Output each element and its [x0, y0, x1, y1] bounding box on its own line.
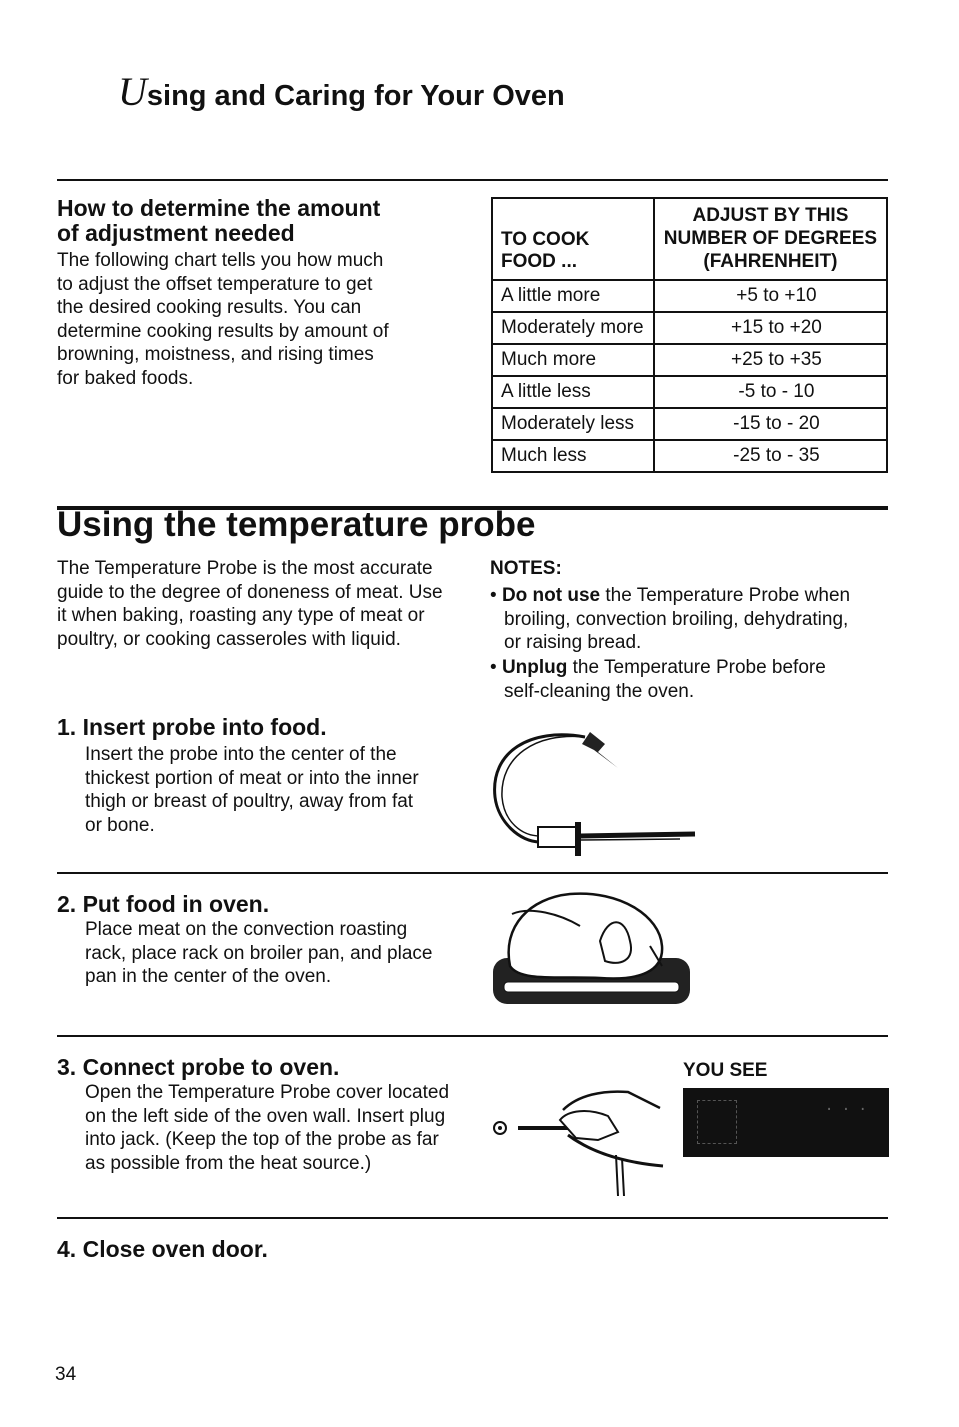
table-row [492, 344, 887, 376]
note-text: self-cleaning the oven. [504, 680, 695, 702]
step-2-title [57, 891, 269, 918]
probe-intro [57, 557, 443, 651]
paragraph-line: browning, moistness, and rising times [57, 344, 374, 365]
probe-plug-hand-icon [488, 1080, 673, 1198]
degrees-cell: +25 to +35 [654, 344, 887, 376]
oven-display [683, 1088, 889, 1157]
col-header-line: ADJUST BY THIS [692, 205, 849, 226]
bullet-icon: • [490, 585, 497, 606]
note-item [490, 656, 826, 703]
paragraph-line: guide to the degree of doneness of meat. Use [57, 581, 443, 603]
step-divider [57, 872, 888, 874]
notes-label: NOTES: [490, 558, 562, 579]
step-line: thigh or breast of poultry, away from fat [85, 791, 414, 812]
page-header-title [118, 68, 565, 115]
step-line: as possible from the heat source.) [85, 1152, 372, 1174]
step-number: 2. [57, 891, 77, 917]
step-3-title [57, 1054, 339, 1081]
display-segment [697, 1100, 737, 1144]
header-initial: U [118, 69, 147, 114]
food-cell: A little more [492, 280, 654, 312]
step-line: or bone. [85, 814, 155, 836]
step-number: 4. [57, 1236, 77, 1262]
step-line: thickest portion of meat or into the inner [85, 767, 419, 789]
degrees-cell: +15 to +20 [654, 312, 887, 344]
food-cell: Moderately less [492, 408, 654, 440]
adjustment-paragraph [57, 249, 389, 390]
adjustment-heading-line: of adjustment needed [57, 220, 295, 246]
paragraph-line: to adjust the offset temperature to get [57, 273, 373, 295]
paragraph-line: poultry, or cooking casseroles with liquid. [57, 628, 401, 650]
top-divider [57, 179, 888, 181]
food-cell: Much more [492, 344, 654, 376]
table-row [492, 376, 887, 408]
col-header-degrees [654, 198, 887, 280]
note-bold: Unplug [501, 657, 568, 678]
paragraph-line: it when baking, roasting any type of meat or [57, 605, 425, 626]
note-text: or raising bread. [504, 632, 642, 653]
step-title-text: Close oven door. [82, 1236, 268, 1262]
step-title-text: Put food in oven. [82, 891, 270, 917]
header-title-rest: sing and Caring for Your Oven [146, 80, 565, 112]
table-row [492, 312, 887, 344]
note-text: the Temperature Probe before [567, 657, 826, 678]
col-header-food [492, 198, 654, 280]
adjustment-table [491, 197, 888, 473]
bullet-icon: • [490, 657, 497, 678]
note-item [490, 584, 850, 655]
roast-chicken-icon [490, 886, 700, 1016]
step-line: into jack. (Keep the top of the probe as far [85, 1129, 439, 1150]
step-title-text: Insert probe into food. [82, 714, 327, 740]
page-number: 34 [55, 1364, 77, 1385]
step-line: rack, place rack on broiler pan, and place [85, 942, 433, 964]
food-cell: A little less [492, 376, 654, 408]
paragraph-line: for baked foods. [57, 367, 194, 389]
degrees-cell: -5 to - 10 [654, 376, 887, 408]
table-row [492, 408, 887, 440]
col-header-line: NUMBER OF DEGREES [663, 228, 878, 249]
step-1-body [85, 743, 419, 837]
step-line: on the left side of the oven wall. Insert plug [85, 1105, 446, 1127]
table-header-row [492, 198, 887, 280]
food-cell: Moderately more [492, 312, 654, 344]
degrees-cell: +5 to +10 [654, 280, 887, 312]
paragraph-line: determine cooking results by amount of [57, 320, 389, 342]
step-line: Insert the probe into the center of the [85, 744, 397, 765]
paragraph-line: the desired cooking results. You can [57, 297, 362, 318]
degrees-cell: -25 to - 35 [654, 440, 887, 472]
step-4-title [57, 1236, 268, 1263]
display-readout-icon: · · · [824, 1102, 867, 1118]
step-2-body [85, 918, 432, 989]
you-see-label: YOU SEE [683, 1060, 768, 1081]
note-bold: Do not use [501, 585, 601, 606]
step-divider [57, 1035, 888, 1037]
food-cell: Much less [492, 440, 654, 472]
step-line: Place meat on the convection roasting [85, 919, 408, 940]
note-text: broiling, convection broiling, dehydrating, [504, 608, 849, 630]
degrees-cell: -15 to - 20 [654, 408, 887, 440]
step-title-text: Connect probe to oven. [82, 1054, 340, 1080]
step-divider [57, 1217, 888, 1219]
note-text: the Temperature Probe when [600, 585, 851, 606]
step-3-body [85, 1081, 449, 1175]
adjustment-heading [57, 196, 380, 246]
paragraph-line: The following chart tells you how much [57, 250, 384, 271]
step-line: Open the Temperature Probe cover located [85, 1082, 450, 1103]
col-header-line: FOOD ... [501, 251, 577, 272]
adjustment-heading-line: How to determine the amount [57, 195, 381, 221]
step-1-title [57, 714, 327, 741]
paragraph-line: The Temperature Probe is the most accurate [57, 558, 433, 579]
col-header-line: TO COOK [501, 229, 590, 250]
step-number: 3. [57, 1054, 77, 1080]
col-header-line: (FAHRENHEIT) [703, 251, 838, 272]
probe-illustration-icon [490, 722, 710, 862]
section-heading: Using the temperature probe [57, 505, 536, 544]
step-line: pan in the center of the oven. [85, 966, 332, 987]
table-row [492, 440, 887, 472]
table-row [492, 280, 887, 312]
step-number: 1. [57, 714, 77, 740]
